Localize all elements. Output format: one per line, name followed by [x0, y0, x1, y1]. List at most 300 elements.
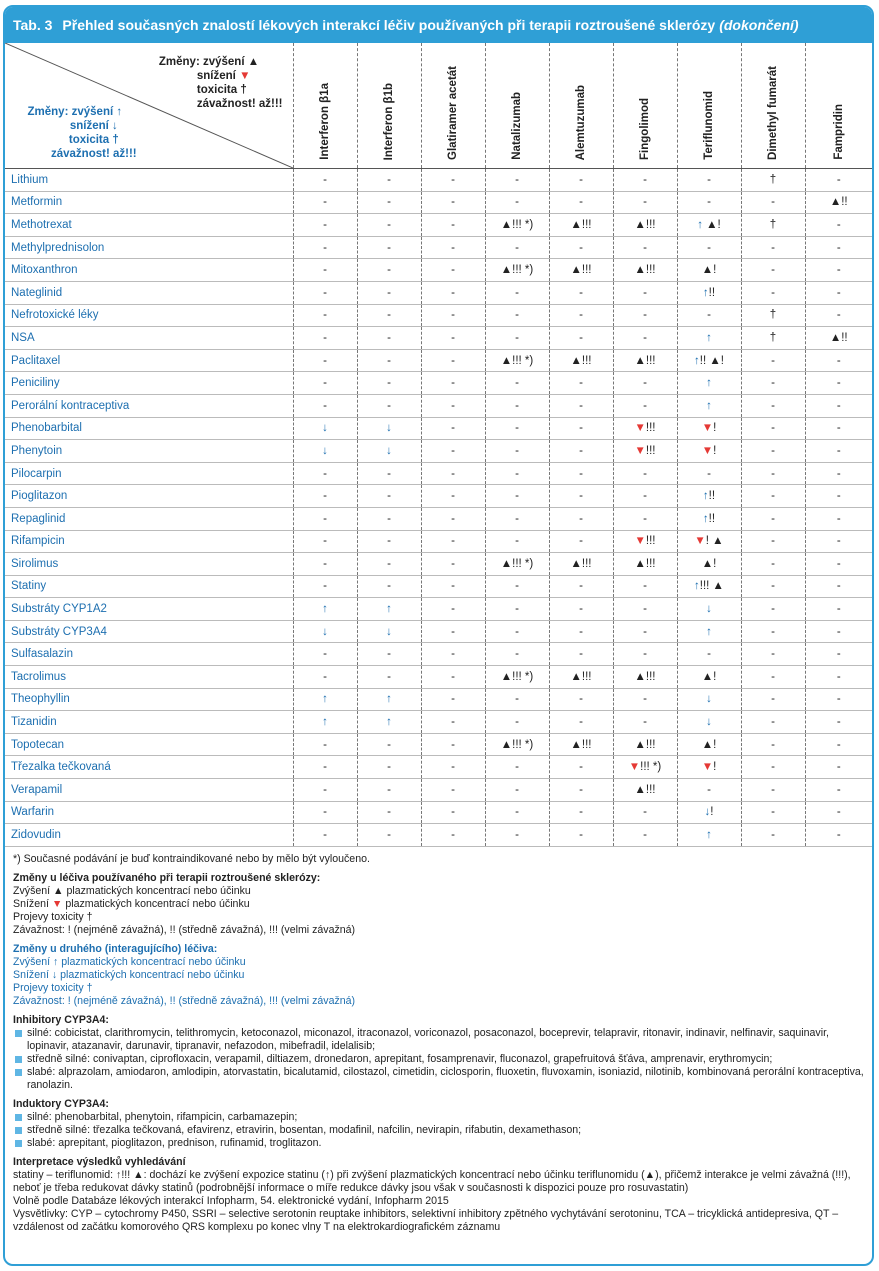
interaction-cell: ▼!!! [613, 530, 677, 553]
interaction-cell: ▲!!! *) [485, 214, 549, 237]
interaction-cell: - [293, 304, 357, 327]
interaction-cell: ↑ [677, 372, 741, 395]
interaction-cell: - [293, 733, 357, 756]
corner-legend-ms [159, 55, 283, 111]
interaction-cell: - [741, 756, 805, 779]
corner-bot-line-1: snížení ↓ [69, 120, 118, 132]
interaction-cell: - [677, 643, 741, 666]
interaction-cell: - [549, 824, 613, 847]
drug-name: Sulfasalazin [5, 643, 293, 666]
table-row [5, 417, 872, 440]
interaction-cell: - [421, 372, 485, 395]
corner-bot-line-3: závažnost! až!!! [51, 148, 137, 160]
interpretation-text: statiny – teriflunomid: ↑!!! ▲: dochází ke zvýšení expozice statinu (↑) při zvýšení plazmatických koncentrací nebo účinku teriflunomidu (▲), přičemž interakce je velmi závažná (!!!), neboť je třeba redukovat dávky statinů (podrobnější informace o míře redukce dávky jsou však v současnosti k dispozici pouze pro rosuvastatin) [13, 1168, 851, 1194]
interaction-cell: - [549, 485, 613, 508]
interaction-cell: - [421, 214, 485, 237]
interaction-cell: - [613, 620, 677, 643]
interaction-cell: - [421, 779, 485, 802]
drug-name: Verapamil [5, 779, 293, 802]
table-row [5, 553, 872, 576]
drug-name: Tizanidin [5, 711, 293, 734]
drug-name: Theophyllin [5, 688, 293, 711]
col-header: Dimethyl fumarát [741, 43, 805, 169]
interaction-cell: - [421, 711, 485, 734]
interaction-cell: - [293, 756, 357, 779]
interaction-cell: ▲!!! [613, 349, 677, 372]
corner-top-line-2: toxicita † [196, 84, 247, 96]
interaction-cell: - [741, 598, 805, 621]
interaction-cell: ▼!!! [613, 417, 677, 440]
corner-legend-other [13, 105, 137, 161]
interaction-cell: - [485, 779, 549, 802]
interaction-cell: - [805, 598, 872, 621]
other-legend-line: Zvýšení ↑ plazmatických koncentrací nebo účinku [13, 955, 246, 968]
interaction-cell: ▼! [677, 756, 741, 779]
interaction-cell: - [613, 688, 677, 711]
interaction-cell: - [421, 440, 485, 463]
table-row [5, 801, 872, 824]
col-header: Interferon β1b [357, 43, 421, 169]
interaction-cell: - [293, 327, 357, 350]
interaction-cell: ▲!! [805, 327, 872, 350]
interaction-cell: - [741, 801, 805, 824]
interaction-cell: - [357, 756, 421, 779]
interaction-cell: ▲!!! [549, 349, 613, 372]
interaction-cell: - [421, 824, 485, 847]
drug-name: Nefrotoxické léky [5, 304, 293, 327]
corner-top-line-0: Změny: zvýšení ▲ [158, 56, 260, 68]
interaction-cell: ↓ [357, 440, 421, 463]
interaction-cell: - [293, 259, 357, 282]
interaction-cell: - [293, 372, 357, 395]
inhibitor-item: středně silné: conivaptan, ciprofloxacin, verapamil, diltiazem, dronedaron, aprepitant, fosamprenavir, fluconazol, grapefruitová šťáva, amprenavir, erythromycin; [13, 1053, 864, 1066]
drug-name: Rifampicin [5, 530, 293, 553]
table-row [5, 779, 872, 802]
interaction-cell: - [613, 394, 677, 417]
drug-name: Repaglinid [5, 507, 293, 530]
interaction-cell: - [293, 530, 357, 553]
interaction-cell: ▲! [677, 666, 741, 689]
interaction-cell: - [293, 666, 357, 689]
interaction-cell: - [805, 779, 872, 802]
interaction-cell: ↑ [357, 598, 421, 621]
table-row [5, 259, 872, 282]
interaction-cell: - [549, 304, 613, 327]
interaction-cell: - [357, 281, 421, 304]
interaction-cell: - [805, 281, 872, 304]
table-row [5, 281, 872, 304]
inductors-section [13, 1098, 864, 1150]
interaction-cell: - [613, 327, 677, 350]
drug-name: Statiny [5, 575, 293, 598]
table-row [5, 485, 872, 508]
table-row [5, 688, 872, 711]
interaction-cell: - [613, 824, 677, 847]
interaction-cell: ↓ [293, 440, 357, 463]
interaction-cell: ↑!!! ▲ [677, 575, 741, 598]
interaction-cell: - [805, 801, 872, 824]
interaction-cell: ↑ [677, 394, 741, 417]
interaction-cell: - [485, 711, 549, 734]
col-header: Fampridin [805, 43, 872, 169]
interaction-cell: ▲!!! [613, 733, 677, 756]
interaction-cell: - [805, 169, 872, 192]
interaction-cell: - [485, 507, 549, 530]
interaction-cell: - [741, 575, 805, 598]
interaction-cell: - [805, 666, 872, 689]
drug-name: NSA [5, 327, 293, 350]
inductors-heading: Induktory CYP3A4: [13, 1097, 109, 1110]
interaction-cell: - [421, 327, 485, 350]
interaction-cell: - [485, 575, 549, 598]
interaction-cell: ↑!! [677, 507, 741, 530]
interaction-cell: ▲! [677, 733, 741, 756]
interaction-cell: - [357, 394, 421, 417]
interaction-cell: - [549, 801, 613, 824]
drug-name: Paclitaxel [5, 349, 293, 372]
table-row [5, 620, 872, 643]
abbreviations-note: Vysvětlivky: CYP – cytochromy P450, SSRI – selective serotonin reuptake inhibitors, selektivní inhibitory zpětného vychytávání serotoninu, TCA – tricyklická antidepresiva, QT – vzdálenost od začátku komorového QRS komplexu po konec vlny T na elektrokardiografickém záznamu [13, 1207, 839, 1233]
interaction-cell: - [613, 281, 677, 304]
interaction-cell: - [357, 553, 421, 576]
interaction-cell: - [485, 417, 549, 440]
other-legend-line: Závažnost: ! (nejméně závažná), !! (středně závažná), !!! (velmi závažná) [13, 994, 356, 1007]
interaction-cell: - [805, 620, 872, 643]
interaction-cell: - [357, 327, 421, 350]
inhibitors-list [13, 1027, 864, 1092]
interaction-cell: - [741, 530, 805, 553]
interaction-cell: - [421, 304, 485, 327]
interaction-cell: ▲!!! *) [485, 733, 549, 756]
interaction-cell: - [485, 304, 549, 327]
interaction-cell: - [357, 801, 421, 824]
interaction-cell: - [805, 394, 872, 417]
interaction-cell: † [741, 214, 805, 237]
interaction-cell: - [549, 191, 613, 214]
col-header: Glatiramer acetát [421, 43, 485, 169]
interaction-cell: - [293, 394, 357, 417]
interaction-cell: - [613, 643, 677, 666]
interaction-cell: - [613, 462, 677, 485]
interaction-cell: ▲!!! *) [485, 259, 549, 282]
table-row [5, 169, 872, 192]
interaction-cell: - [613, 711, 677, 734]
drug-name: Warfarin [5, 801, 293, 824]
interaction-cell: - [805, 440, 872, 463]
drug-name: Perorální kontraceptiva [5, 394, 293, 417]
ms-legend [13, 872, 864, 937]
ms-legend-line: Zvýšení ▲ plazmatických koncentrací nebo účinku [13, 884, 251, 897]
table-row [5, 327, 872, 350]
interaction-cell: - [741, 643, 805, 666]
interaction-cell: - [357, 824, 421, 847]
drug-name: Pilocarpin [5, 462, 293, 485]
table-row [5, 304, 872, 327]
interaction-cell: - [421, 620, 485, 643]
interaction-cell: - [293, 281, 357, 304]
interaction-cell: ▲!!! [613, 259, 677, 282]
interaction-cell: - [549, 688, 613, 711]
interaction-cell: - [805, 485, 872, 508]
table-row [5, 349, 872, 372]
interaction-cell: - [485, 485, 549, 508]
interaction-cell: - [741, 688, 805, 711]
other-legend-heading: Změny u druhého (interagujícího) léčiva: [13, 942, 218, 955]
col-header: Fingolimod [613, 43, 677, 169]
interaction-cell: - [549, 598, 613, 621]
interaction-cell: ↑!! ▲! [677, 349, 741, 372]
ms-legend-line: Snížení ▼ plazmatických koncentrací nebo účinku [13, 897, 250, 910]
interaction-cell: - [293, 507, 357, 530]
interaction-cell: - [805, 236, 872, 259]
table-row [5, 598, 872, 621]
interaction-cell: - [357, 666, 421, 689]
drug-name: Substráty CYP3A4 [5, 620, 293, 643]
interaction-cell: - [485, 236, 549, 259]
interaction-cell: - [741, 236, 805, 259]
interaction-cell: - [485, 620, 549, 643]
interaction-cell: ↑!! [677, 281, 741, 304]
drug-name: Nateglinid [5, 281, 293, 304]
interaction-cell: - [421, 236, 485, 259]
ms-legend-line: Závažnost: ! (nejméně závažná), !! (středně závažná), !!! (velmi závažná) [13, 923, 356, 936]
interaction-cell: - [421, 666, 485, 689]
table-row [5, 824, 872, 847]
inductor-item: silné: phenobarbital, phenytoin, rifampicin, carbamazepin; [13, 1111, 864, 1124]
interaction-cell: - [613, 598, 677, 621]
interaction-cell: - [549, 440, 613, 463]
interaction-cell: - [741, 394, 805, 417]
interaction-cell: ↓ [293, 417, 357, 440]
interaction-cell: - [677, 462, 741, 485]
ms-legend-line: Projevy toxicity † [13, 910, 93, 923]
table-row [5, 756, 872, 779]
drug-name: Topotecan [5, 733, 293, 756]
drug-name: Třezalka tečkovaná [5, 756, 293, 779]
interaction-cell: - [741, 259, 805, 282]
table-row [5, 372, 872, 395]
interaction-cell: - [549, 643, 613, 666]
interaction-cell: - [357, 507, 421, 530]
interaction-cell: - [357, 169, 421, 192]
interaction-cell: - [421, 643, 485, 666]
interaction-cell: ↑ [677, 327, 741, 350]
interaction-cell: - [357, 462, 421, 485]
interaction-cell: ↑ [357, 688, 421, 711]
table-title: Přehled současných znalostí lékových interakcí léčiv používaných při terapii roztroušené sklerózy [62, 17, 716, 33]
table-row [5, 733, 872, 756]
interaction-cell: - [421, 485, 485, 508]
interaction-cell: - [741, 281, 805, 304]
interaction-cell: † [741, 304, 805, 327]
interaction-cell: - [293, 169, 357, 192]
table-row [5, 643, 872, 666]
interaction-cell: - [485, 440, 549, 463]
interaction-cell: ↑ [293, 688, 357, 711]
interaction-cell: - [293, 349, 357, 372]
interaction-cell: - [741, 553, 805, 576]
interaction-cell: - [549, 327, 613, 350]
drug-name: Pioglitazon [5, 485, 293, 508]
footnote: *) Současné podávání je buď kontraindikované nebo by mělo být vyloučeno. [13, 852, 370, 865]
interaction-cell: - [613, 191, 677, 214]
interaction-cell: ▲!!! [613, 553, 677, 576]
interaction-cell: - [613, 304, 677, 327]
interaction-cell: - [485, 394, 549, 417]
inductors-list [13, 1111, 864, 1150]
col-header: Interferon β1a [293, 43, 357, 169]
table-title-suffix: (dokončení) [719, 17, 799, 33]
interaction-cell: ▲!!! *) [485, 553, 549, 576]
interaction-cell: ↓ [677, 598, 741, 621]
interaction-cell: ↑ [677, 824, 741, 847]
drug-name: Methylprednisolon [5, 236, 293, 259]
interaction-cell: ▲! [677, 259, 741, 282]
table-number: Tab. 3 [13, 17, 53, 33]
interaction-cell: - [293, 214, 357, 237]
interaction-cell: - [485, 372, 549, 395]
drug-name: Metformin [5, 191, 293, 214]
table-row [5, 711, 872, 734]
interaction-cell: ▼! [677, 417, 741, 440]
interaction-cell: ▲!!! [549, 259, 613, 282]
interaction-cell: - [613, 575, 677, 598]
table-body [5, 169, 872, 847]
interaction-cell: - [805, 553, 872, 576]
drug-name: Peniciliny [5, 372, 293, 395]
interaction-cell: - [741, 711, 805, 734]
interaction-cell: - [421, 756, 485, 779]
table-row [5, 575, 872, 598]
interaction-cell: - [421, 259, 485, 282]
interpretation-section [13, 1156, 864, 1195]
corner-bot-line-2: toxicita † [68, 134, 119, 146]
table-row [5, 214, 872, 237]
interaction-cell: - [677, 236, 741, 259]
interaction-cell: - [549, 236, 613, 259]
interaction-cell: - [677, 304, 741, 327]
interaction-cell: - [549, 507, 613, 530]
interaction-cell: ▲!!! [613, 666, 677, 689]
interaction-cell: ↓ [357, 620, 421, 643]
interaction-cell: - [485, 801, 549, 824]
interaction-cell: - [293, 485, 357, 508]
interaction-cell: ↓ [677, 711, 741, 734]
interaction-cell: - [293, 462, 357, 485]
interaction-cell: - [741, 191, 805, 214]
inhibitor-item: slabé: alprazolam, amiodaron, amlodipin, atorvastatin, bicalutamid, cilostazol, cimetidin, ciclosporin, fluoxetin, fluvoxamin, isoniazid, nilotinib, kombinovaná perorální kontraceptiva, ranolazin. [13, 1066, 864, 1092]
interaction-cell: - [549, 711, 613, 734]
interaction-cell: ↓ [677, 688, 741, 711]
other-legend-line: Projevy toxicity † [13, 981, 93, 994]
interaction-cell: - [485, 643, 549, 666]
interpretation-heading: Interpretace výsledků vyhledávání [13, 1155, 186, 1168]
interaction-cell: - [549, 169, 613, 192]
interaction-cell: - [421, 688, 485, 711]
interaction-cell: - [805, 643, 872, 666]
inhibitors-heading: Inhibitory CYP3A4: [13, 1013, 109, 1026]
interaction-cell: ▲!! [805, 191, 872, 214]
interaction-cell: - [805, 259, 872, 282]
interaction-cell: - [613, 507, 677, 530]
col-header: Teriflunomid [677, 43, 741, 169]
interaction-cell: - [485, 688, 549, 711]
interaction-cell: - [549, 530, 613, 553]
interaction-cell: - [357, 304, 421, 327]
interaction-cell: - [805, 756, 872, 779]
interaction-cell: ↓ [357, 417, 421, 440]
interaction-cell: - [741, 440, 805, 463]
interaction-cell: - [549, 575, 613, 598]
interaction-cell: - [741, 779, 805, 802]
interaction-cell: - [421, 394, 485, 417]
inhibitors-section [13, 1014, 864, 1092]
col-header: Alemtuzumab [549, 43, 613, 169]
interaction-cell: ▼!!! *) [613, 756, 677, 779]
interaction-cell: - [357, 259, 421, 282]
table-row [5, 394, 872, 417]
interaction-cell: - [293, 824, 357, 847]
interaction-cell: - [741, 620, 805, 643]
drug-name: Lithium [5, 169, 293, 192]
interaction-cell: - [485, 530, 549, 553]
drug-name: Zidovudin [5, 824, 293, 847]
interaction-cell: ↓ [293, 620, 357, 643]
inductor-item: slabé: aprepitant, pioglitazon, prednison, rufinamid, troglitazon. [13, 1137, 864, 1150]
corner-header [5, 43, 293, 169]
interaction-cell: - [741, 349, 805, 372]
table-row [5, 666, 872, 689]
interaction-cell: - [741, 666, 805, 689]
interaction-cell: ▼! [677, 440, 741, 463]
interaction-cell: ▲!!! [613, 214, 677, 237]
interaction-cell: - [805, 530, 872, 553]
interaction-cell: - [549, 372, 613, 395]
interaction-cell: - [805, 214, 872, 237]
ms-legend-heading: Změny u léčiva používaného při terapii roztroušené sklerózy: [13, 871, 321, 884]
corner-top-line-3: závažnost! až!!! [196, 98, 283, 110]
interaction-cell: - [421, 507, 485, 530]
notes-section [5, 847, 872, 1234]
interaction-cell: - [485, 327, 549, 350]
interaction-cell: - [805, 711, 872, 734]
interaction-cell: ↑ [293, 711, 357, 734]
interaction-cell: - [613, 801, 677, 824]
interaction-cell: - [293, 191, 357, 214]
interaction-cell: - [293, 553, 357, 576]
interaction-cell: - [805, 824, 872, 847]
drug-name: Phenytoin [5, 440, 293, 463]
interaction-cell: ↑ [357, 711, 421, 734]
interaction-cell: - [421, 575, 485, 598]
interaction-cell: - [549, 281, 613, 304]
interaction-cell: - [421, 462, 485, 485]
interaction-cell: - [613, 236, 677, 259]
interaction-cell: - [421, 733, 485, 756]
table-row [5, 236, 872, 259]
interaction-cell: - [357, 236, 421, 259]
interaction-cell: - [293, 643, 357, 666]
interaction-cell: - [293, 575, 357, 598]
interaction-cell: - [805, 462, 872, 485]
interaction-cell: - [613, 372, 677, 395]
inhibitor-item: silné: cobicistat, clarithromycin, telithromycin, ketoconazol, miconazol, itraconazol, voriconazol, posaconazol, boceprevir, telapravir, ritonavir, indinavir, nelfinavir, saquinavir, lopinavir, atazanavir, darunavir, tipranavir, nefazodon, mibefradil, idelalisib; [13, 1027, 864, 1053]
table-row [5, 462, 872, 485]
drug-name: Methotrexat [5, 214, 293, 237]
interaction-cell: - [357, 485, 421, 508]
interaction-cell: ↑ [293, 598, 357, 621]
table-row [5, 191, 872, 214]
